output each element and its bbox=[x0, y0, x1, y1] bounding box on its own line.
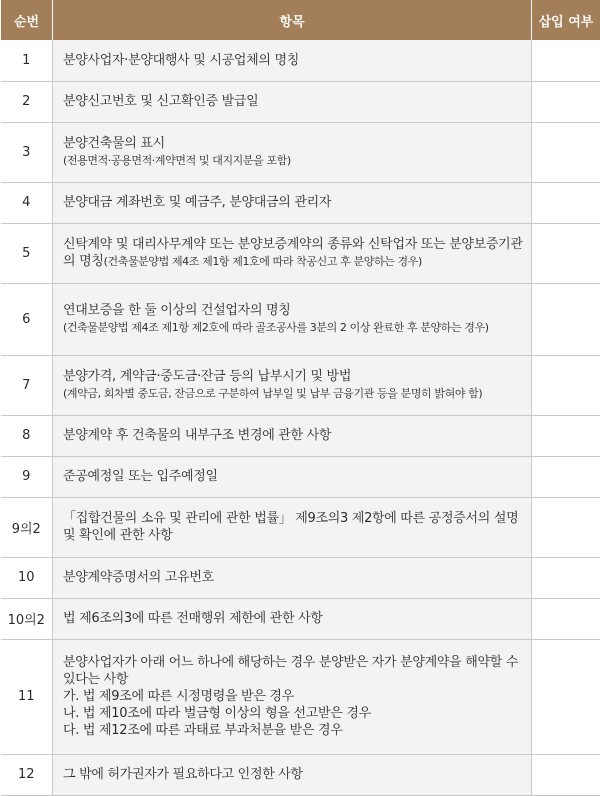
row-item bbox=[53, 182, 532, 223]
row-check-cell[interactable] bbox=[532, 122, 600, 182]
row-item-text: 법 제6조의3에 따른 전매행위 제한에 관한 사항 bbox=[63, 610, 527, 627]
row-number: 9의2 bbox=[1, 497, 53, 557]
table-row bbox=[1, 415, 600, 456]
row-item bbox=[53, 598, 532, 639]
table-row bbox=[1, 283, 600, 355]
row-item-note: (건축물분양법 제4조 제1항 제1호에 따라 착공신고 후 분양하는 경우) bbox=[104, 255, 422, 268]
row-item-sub: 다. 법 제12조에 따른 과태료 부과처분을 받은 경우 bbox=[63, 722, 527, 739]
row-item bbox=[53, 497, 532, 557]
row-item-note: (전용면적·공용면적·계약면적 및 대지지분을 포함) bbox=[63, 152, 527, 169]
row-item bbox=[53, 355, 532, 415]
table-row bbox=[1, 122, 600, 182]
header-check: 삽입 여부 bbox=[532, 0, 600, 40]
row-item bbox=[53, 40, 532, 81]
row-item bbox=[53, 754, 532, 795]
row-item-text: 연대보증을 한 둘 이상의 건설업자의 명칭 bbox=[63, 302, 527, 319]
row-item-text: 분양사업자·분양대행사 및 시공업체의 명칭 bbox=[63, 52, 527, 69]
header-row bbox=[1, 0, 600, 40]
row-number: 11 bbox=[1, 639, 53, 754]
row-item-sub: 나. 법 제10조에 따라 벌금형 이상의 형을 선고받은 경우 bbox=[63, 705, 527, 722]
row-item-text: 분양가격, 계약금·중도금·잔금 등의 납부시기 및 방법 bbox=[63, 368, 527, 385]
table-row bbox=[1, 456, 600, 497]
row-check-cell[interactable] bbox=[532, 557, 600, 598]
row-check-cell[interactable] bbox=[532, 355, 600, 415]
table-row bbox=[1, 81, 600, 122]
row-check-cell[interactable] bbox=[532, 81, 600, 122]
row-item-note: (건축물분양법 제4조 제1항 제2호에 따라 골조공사를 3분의 2 이상 완료한 후 분양하는 경우) bbox=[63, 319, 527, 336]
row-item bbox=[53, 223, 532, 283]
row-check-cell[interactable] bbox=[532, 598, 600, 639]
row-check-cell[interactable] bbox=[532, 223, 600, 283]
row-number: 12 bbox=[1, 754, 53, 795]
row-check-cell[interactable] bbox=[532, 182, 600, 223]
row-number: 8 bbox=[1, 415, 53, 456]
row-check-cell[interactable] bbox=[532, 456, 600, 497]
row-check-cell[interactable] bbox=[532, 283, 600, 355]
row-check-cell[interactable] bbox=[532, 639, 600, 754]
row-item-text: 분양계약 후 건축물의 내부구조 변경에 관한 사항 bbox=[63, 427, 527, 444]
row-number: 6 bbox=[1, 283, 53, 355]
row-item-text: 신탁계약 및 대리사무계약 또는 분양보증계약의 종류와 신탁업자 또는 분양보증기관의 명칭 bbox=[63, 237, 523, 269]
row-item bbox=[53, 122, 532, 182]
row-number: 10 bbox=[1, 557, 53, 598]
row-number: 1 bbox=[1, 40, 53, 81]
row-item-text: 그 밖에 허가권자가 필요하다고 인정한 사항 bbox=[63, 766, 527, 783]
table-row bbox=[1, 182, 600, 223]
table-row bbox=[1, 40, 600, 81]
row-item-note: (계약금, 회차별 중도금, 잔금으로 구분하여 납부일 및 납부 금융기관 등을 분명히 밝혀야 함) bbox=[63, 385, 527, 402]
row-number: 2 bbox=[1, 81, 53, 122]
row-item-text: 분양신고번호 및 신고확인증 발급일 bbox=[63, 93, 527, 110]
row-item-text: 분양대금 계좌번호 및 예금주, 분양대금의 관리자 bbox=[63, 194, 527, 211]
row-check-cell[interactable] bbox=[532, 415, 600, 456]
row-item bbox=[53, 456, 532, 497]
table-row bbox=[1, 355, 600, 415]
table-row bbox=[1, 557, 600, 598]
row-item bbox=[53, 283, 532, 355]
row-item bbox=[53, 81, 532, 122]
row-check-cell[interactable] bbox=[532, 754, 600, 795]
row-item-text: 「집합건물의 소유 및 관리에 관한 법률」 제9조의3 제2항에 따른 공정증서의 설명 및 확인에 관한 사항 bbox=[63, 510, 527, 544]
header-no: 순번 bbox=[1, 0, 53, 40]
table-row bbox=[1, 598, 600, 639]
row-item-sub: 가. 법 제9조에 따른 시정명령을 받은 경우 bbox=[63, 688, 527, 705]
row-item-text: 분양계약증명서의 고유번호 bbox=[63, 569, 527, 586]
row-item bbox=[53, 415, 532, 456]
row-item-text: 분양사업자가 아래 어느 하나에 해당하는 경우 분양받은 자가 분양계약을 해약할 수 있다는 사항 bbox=[63, 654, 527, 688]
table-row bbox=[1, 223, 600, 283]
row-number: 3 bbox=[1, 122, 53, 182]
row-number: 4 bbox=[1, 182, 53, 223]
row-number: 7 bbox=[1, 355, 53, 415]
row-check-cell[interactable] bbox=[532, 40, 600, 81]
header-item: 항목 bbox=[53, 0, 532, 40]
row-number: 5 bbox=[1, 223, 53, 283]
row-number: 10의2 bbox=[1, 598, 53, 639]
table-row bbox=[1, 639, 600, 754]
table-row bbox=[1, 497, 600, 557]
table-row bbox=[1, 754, 600, 795]
row-number: 9 bbox=[1, 456, 53, 497]
row-item-text: 분양건축물의 표시 bbox=[63, 135, 527, 152]
row-item bbox=[53, 557, 532, 598]
row-check-cell[interactable] bbox=[532, 497, 600, 557]
row-item-text: 준공예정일 또는 입주예정일 bbox=[63, 468, 527, 485]
row-item bbox=[53, 639, 532, 754]
